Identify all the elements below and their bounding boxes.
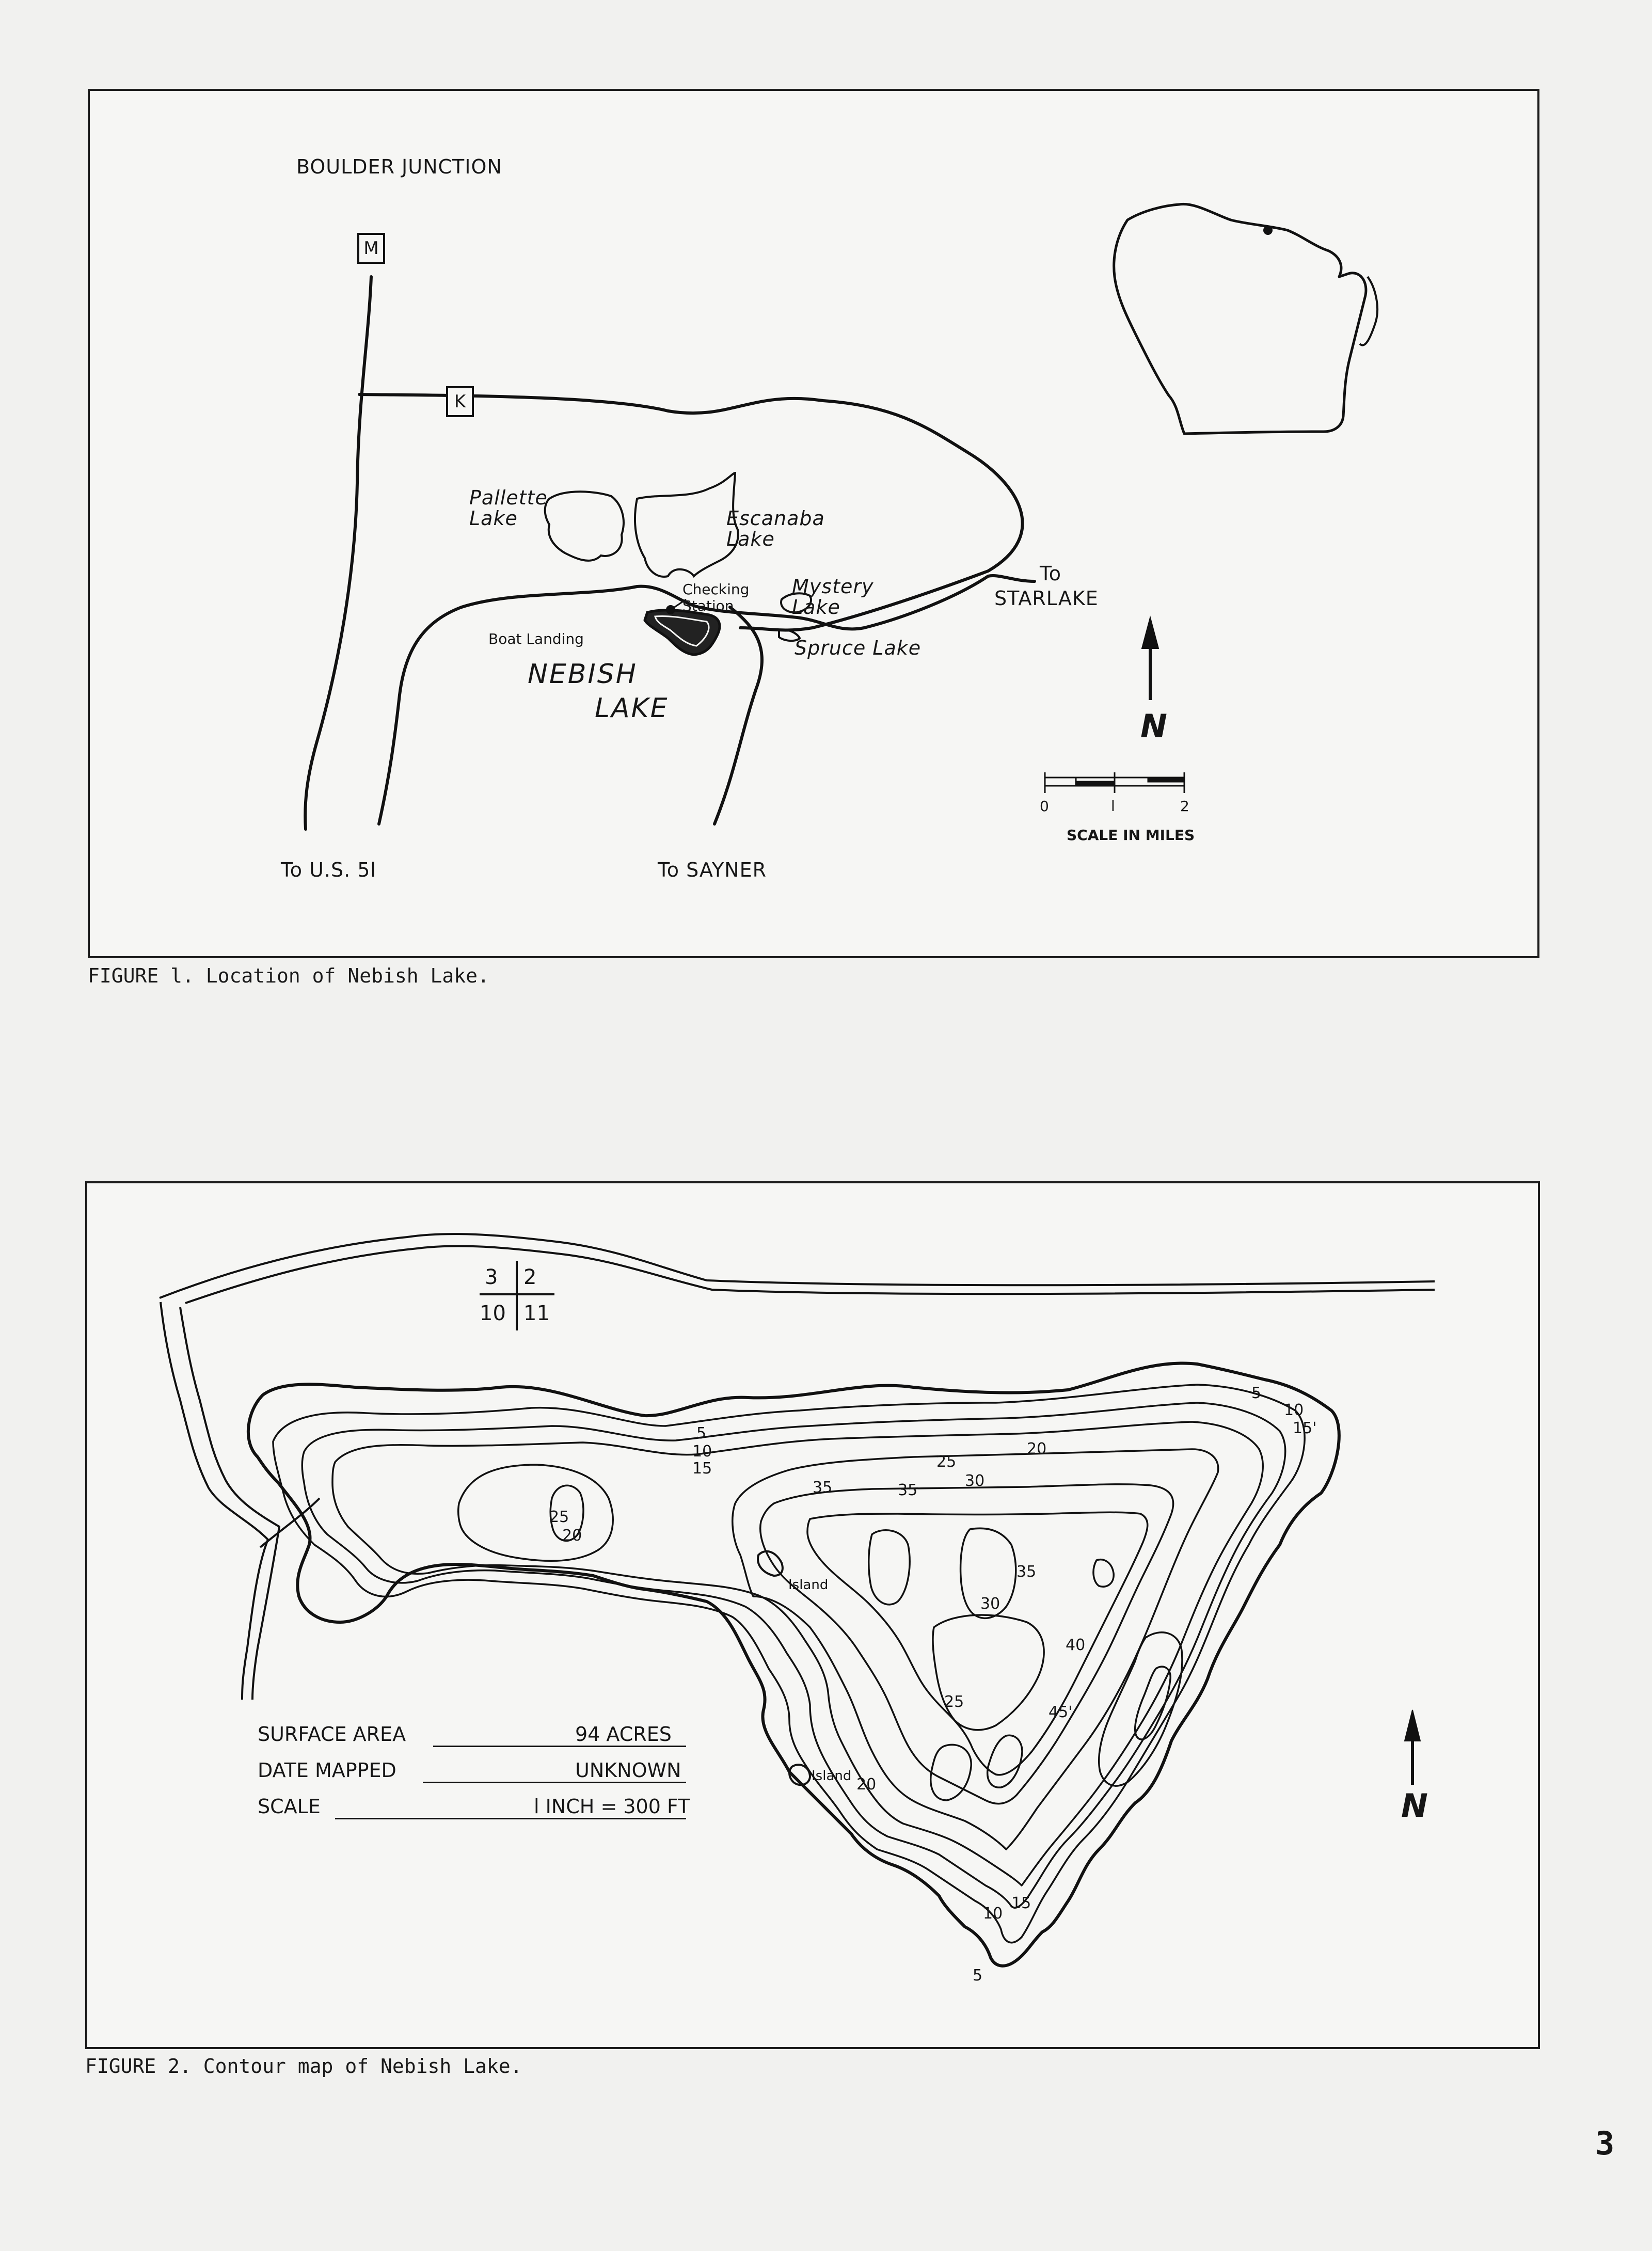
depth-label-5-east: 5 — [1251, 1384, 1262, 1402]
scale-tick-2: 2 — [1180, 798, 1189, 815]
scale-bar — [1045, 772, 1184, 793]
section-10: 10 — [480, 1302, 506, 1325]
to-us51-label: To U.S. 5l — [281, 859, 376, 881]
escanaba-lake-shape — [635, 473, 738, 577]
contour-35-a — [869, 1530, 910, 1605]
info-value: UNKNOWN — [575, 1759, 681, 1782]
scale-tick-1: l — [1111, 798, 1115, 815]
depth-label-30-inner: 30 — [980, 1595, 1000, 1613]
route-k-shield: K — [446, 386, 474, 417]
contour-20-small — [931, 1745, 971, 1800]
depth-label-10-west: 10 — [692, 1442, 712, 1461]
nebish-location-dot — [1263, 226, 1273, 235]
route-m-shield: M — [357, 233, 385, 264]
info-value: l INCH = 300 FT — [534, 1795, 690, 1818]
boulder-junction-label: BOULDER JUNCTION — [296, 155, 502, 178]
island-label-south: Island — [812, 1768, 852, 1784]
mystery-lake-label: Mystery Lake — [792, 575, 874, 619]
depth-label-20-east: 20 — [1027, 1440, 1047, 1458]
contour-40 — [1099, 1632, 1182, 1786]
contour-map-drawing — [87, 1183, 1538, 2047]
depth-label-15-west: 15 — [692, 1460, 712, 1478]
info-label: SURFACE AREA — [258, 1723, 406, 1746]
info-value: 94 ACRES — [575, 1723, 672, 1746]
section-3: 3 — [485, 1265, 498, 1289]
scale-label: SCALE IN MILES — [1067, 827, 1195, 844]
depth-label-40: 40 — [1066, 1636, 1086, 1654]
starlake-label: STARLAKE — [994, 587, 1099, 610]
depth-label-45: 45' — [1049, 1703, 1073, 1721]
page-number: 3 — [1595, 2125, 1615, 2162]
figure-2-caption: FIGURE 2. Contour map of Nebish Lake. — [85, 2055, 522, 2078]
wisconsin-outline — [1114, 204, 1366, 434]
figure-2-contour-map — [85, 1181, 1540, 2049]
spruce-lake-label: Spruce Lake — [795, 637, 922, 659]
depth-label-15-east: 15' — [1293, 1419, 1317, 1437]
depth-label-25-south: 25 — [944, 1693, 964, 1711]
depth-label-25-east: 25 — [936, 1453, 957, 1471]
depth-label-5-south: 5 — [973, 1967, 983, 1985]
highway-m-road — [305, 277, 371, 829]
road-to-us51 — [379, 607, 462, 824]
nebish-label: NEBISH — [528, 659, 638, 690]
depth-label-30-east: 30 — [965, 1472, 985, 1490]
depth-label-20-west: 20 — [562, 1527, 582, 1545]
depth-label-10-south: 10 — [983, 1905, 1003, 1923]
section-11: 11 — [523, 1302, 550, 1325]
nebish-lake-shape — [645, 610, 720, 655]
to-sayner-label: To SAYNER — [658, 859, 767, 881]
lake-label: LAKE — [595, 693, 669, 724]
depth-label-20-south: 20 — [856, 1776, 877, 1794]
scale-tick-0: 0 — [1040, 798, 1049, 815]
info-label: DATE MAPPED — [258, 1759, 396, 1782]
north-letter-2: N — [1401, 1787, 1428, 1825]
boat-landing-label: Boat Landing — [488, 630, 584, 647]
north-letter-1: N — [1140, 707, 1167, 745]
north-arrow-2 — [1405, 1710, 1420, 1785]
section-2: 2 — [523, 1265, 537, 1289]
contour-30-inner — [933, 1615, 1044, 1730]
info-label: SCALE — [258, 1795, 321, 1818]
depth-label-35-a: 35 — [813, 1479, 833, 1497]
depth-label-35-b: 35 — [898, 1481, 918, 1499]
depth-label-10-east: 10 — [1284, 1401, 1304, 1419]
contour-5 — [273, 1385, 1305, 1943]
contour-35-c — [1093, 1560, 1114, 1587]
contour-25-south — [988, 1735, 1022, 1787]
escanaba-lake-label: Escanaba Lake — [726, 507, 825, 550]
contour-30 — [807, 1512, 1148, 1775]
north-road-top — [160, 1234, 1435, 1298]
depth-label-35-c: 35 — [1016, 1563, 1037, 1581]
pallette-lake-label: Pallette Lake — [469, 486, 548, 530]
figure-1-caption: FIGURE l. Location of Nebish Lake. — [88, 964, 489, 987]
road-to-sayner — [714, 607, 762, 824]
contour-20-west — [458, 1465, 613, 1561]
north-arrow-1 — [1142, 617, 1158, 700]
west-road-outer — [161, 1302, 268, 1700]
depth-label-5-west: 5 — [696, 1424, 707, 1442]
depth-label-25-west: 25 — [549, 1508, 569, 1526]
to-label: To — [1040, 562, 1062, 585]
island-label-north: Island — [788, 1577, 829, 1593]
depth-label-15-south: 15 — [1011, 1894, 1031, 1912]
checking-station-label: Checking Station — [682, 581, 750, 614]
figure-1-location-map — [88, 89, 1539, 958]
